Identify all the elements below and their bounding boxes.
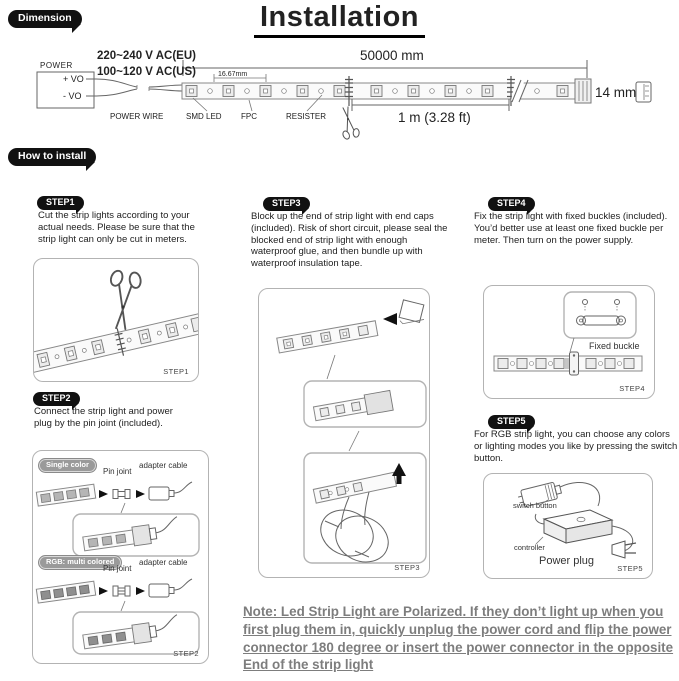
end-cap (399, 300, 424, 325)
step2-figure-label: STEP2 (173, 649, 199, 658)
step4-badge: STEP4 (488, 197, 535, 211)
how-to-install-badge: How to install (8, 148, 96, 166)
fixed-buckle-label: Fixed buckle (589, 341, 640, 351)
taped-strip (313, 463, 406, 570)
step3-badge: STEP3 (263, 197, 310, 211)
arrow-right-icon (99, 587, 108, 595)
strip-with-buckle (494, 352, 642, 375)
step4-text: Fix the strip light with fixed buckles (included). You’d better use at least one fixed buckle per meter. Then turn on the power supply. (474, 211, 668, 246)
step5-badge: STEP5 (488, 415, 535, 429)
connected-strip (82, 517, 180, 553)
power-wire-label: POWER WIRE (110, 112, 164, 121)
step3-figure (258, 288, 430, 578)
step4-figure (483, 285, 655, 399)
mini-connector (636, 82, 651, 102)
step3-text: Block up the end of strip light with end caps (included). Risk of short circuit, please seal the blocked end of strip light with enough waterproof glue, and then bundle up with waterproof insulation tape. (251, 211, 448, 270)
arrow-left-icon (136, 490, 145, 498)
power-label: POWER (40, 61, 73, 70)
pin-joint-2pin (113, 490, 130, 499)
adapter-cable-label: adapter cable (139, 461, 188, 470)
step3-illustration (259, 289, 429, 577)
arrow-left-icon (136, 587, 145, 595)
step3-figure-label: STEP3 (394, 563, 420, 572)
power-plug-label: Power plug (539, 555, 595, 567)
total-length-label: 50000 mm (360, 48, 424, 63)
step1-figure (33, 258, 199, 382)
voltage-us-label: 100~120 V AC(US) (97, 66, 196, 78)
pin-joint-3pin (113, 586, 130, 596)
rgb-badge: RGB: multi colored (38, 555, 122, 570)
buckle-detail (577, 300, 626, 326)
arrow-left-icon (383, 313, 397, 325)
voltage-eu-label: 220~240 V AC(EU) (97, 50, 196, 62)
vo-minus-label: - VO (63, 91, 82, 101)
strip-width-label: 14 mm (595, 85, 637, 100)
arrow-right-icon (99, 490, 108, 498)
step5-text: For RGB strip light, you can choose any colors or lighting modes you like by pressing the switch button. (474, 429, 678, 464)
rgb-strip (36, 581, 95, 603)
single-color-badge: Single color (38, 458, 97, 473)
strip-segment (277, 321, 378, 353)
tape-roll (313, 502, 396, 571)
capped-strip (313, 390, 393, 423)
smd-led-label: SMD LED (186, 112, 222, 121)
step2-figure (32, 450, 209, 664)
connected-strip (82, 615, 180, 651)
adapter-cable-label: adapter cable (139, 558, 188, 567)
step1-figure-label: STEP1 (163, 367, 189, 376)
cut-length-label: 1 m (3.28 ft) (398, 110, 471, 125)
step2-text: Connect the strip light and power plug by the pin joint (included). (34, 406, 173, 429)
step2-badge: STEP2 (33, 392, 80, 406)
led-pitch-label: 16.67mm (218, 71, 248, 78)
dimension-diagram (0, 45, 679, 140)
single-color-strip (36, 484, 95, 506)
controller-label: controller (514, 543, 545, 552)
dimension-badge: Dimension (8, 10, 82, 28)
step1-illustration (34, 259, 198, 381)
pin-joint-label: Pin joint (103, 467, 132, 476)
step5-figure (483, 473, 653, 579)
step1-text: Cut the strip lights according to your actual needs. Please be sure that the strip light can only be cut in meters. (38, 210, 195, 245)
pin-joint-label: Pin joint (103, 564, 132, 573)
wire (560, 482, 600, 506)
scissors-icon (337, 105, 361, 140)
resister-label: RESISTER (286, 112, 327, 121)
fpc-label: FPC (241, 112, 257, 121)
step5-figure-label: STEP5 (617, 564, 643, 573)
step1-badge: STEP1 (37, 196, 84, 210)
arrow-up-icon (392, 463, 406, 476)
switch-button-label: switch button (513, 501, 557, 510)
controller-box (535, 510, 612, 543)
step4-figure-label: STEP4 (619, 384, 645, 393)
scissors-icon (104, 269, 143, 331)
adapter-plug (149, 482, 192, 500)
power-plug-icon (612, 541, 636, 558)
vo-plus-label: + VO (63, 74, 84, 84)
page-title: Installation (0, 1, 679, 38)
adapter-plug (149, 579, 192, 597)
polarity-note: Note: Led Strip Light are Polarized. If they don’t light up when you first plug them in, quickly unplug the power cord and flip the power connector 180 degree or insert the power connector in the opposite End of the strip light (243, 604, 674, 673)
